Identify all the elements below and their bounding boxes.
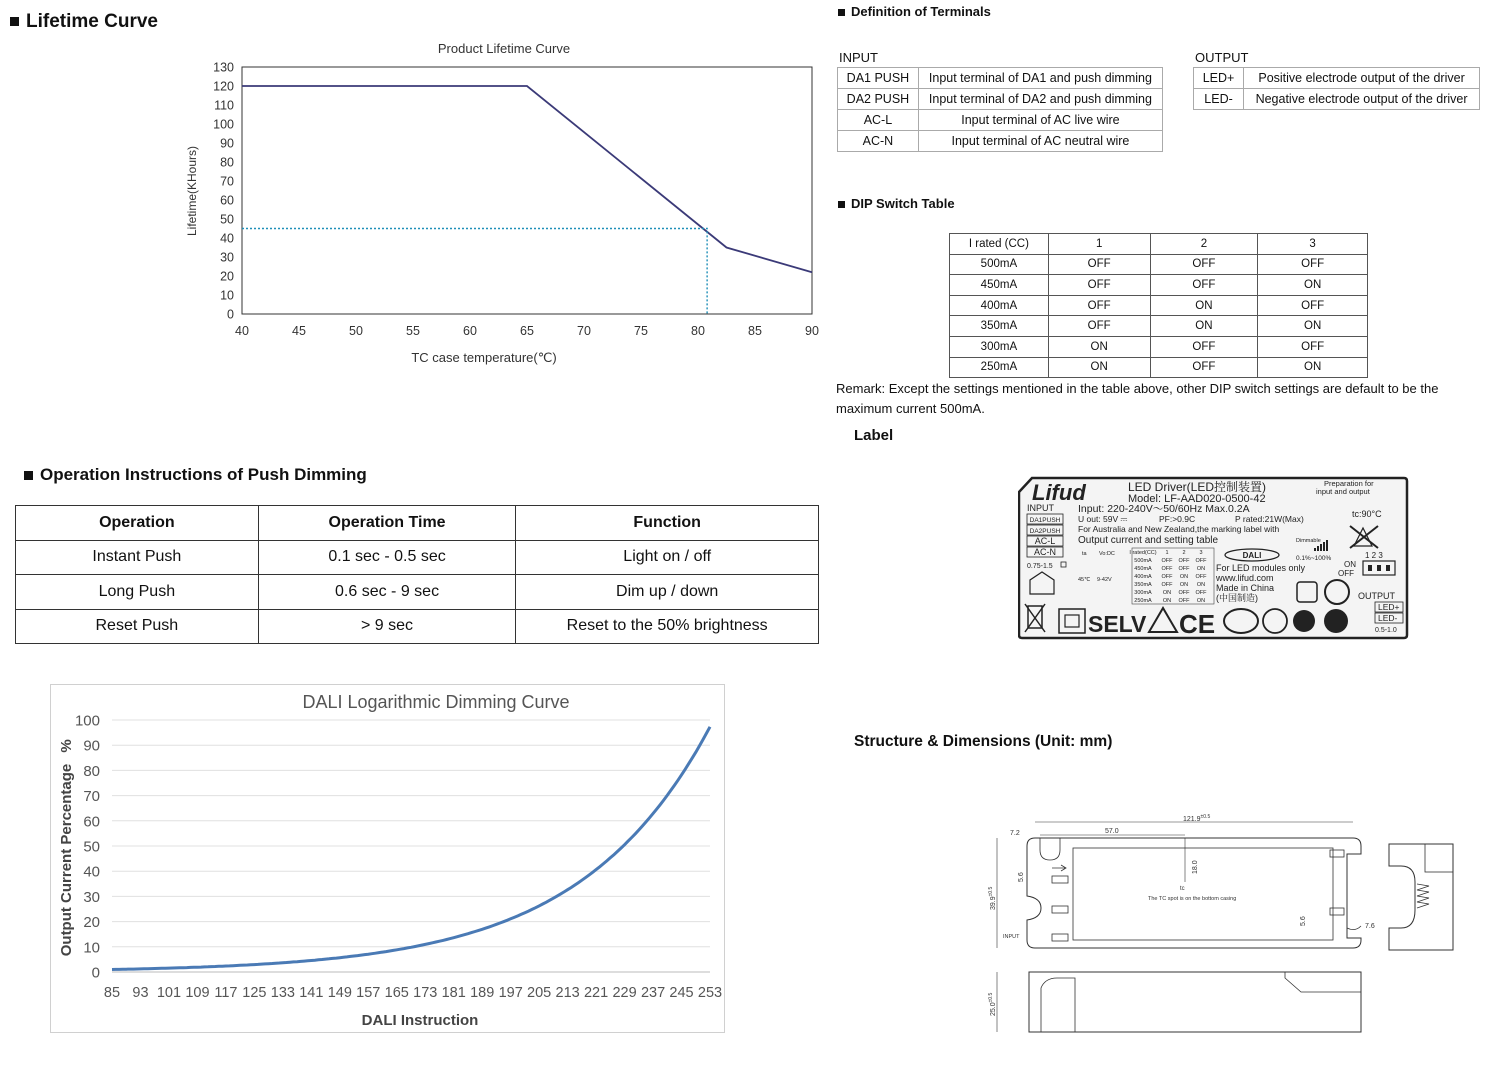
- y-tick-label: 80: [83, 762, 100, 780]
- table-cell: OFF: [1258, 295, 1368, 316]
- terminal-slot-3: [1052, 934, 1068, 941]
- y-tick-label: 40: [220, 231, 234, 246]
- table-header-row: [16, 506, 819, 541]
- x-tick-label: 55: [406, 324, 420, 338]
- table-cell: 2: [1150, 234, 1258, 255]
- front-view-output-cap: [1285, 972, 1361, 992]
- front-view-outline: [1029, 972, 1361, 1032]
- y-tick-label: 60: [220, 193, 234, 208]
- label-brand: Lifud: [1032, 480, 1086, 505]
- dim-76: 7.6: [1365, 923, 1375, 930]
- table-cell: ON: [1258, 357, 1368, 378]
- terminals-section-title: [838, 4, 991, 19]
- table-cell: 3: [1258, 234, 1368, 255]
- arrow-icon: [1052, 865, 1066, 871]
- label-input-spec: Input: 220-240V～50/60Hz Max.0.2A: [1078, 503, 1250, 515]
- label-mini-cell: OFF: [1178, 590, 1190, 596]
- label-dim-range: 0.1%~100%: [1296, 555, 1332, 562]
- label-mini-cell: OFF: [1161, 574, 1173, 580]
- y-tick-label: 60: [83, 813, 100, 831]
- table-cell: 350mA: [950, 316, 1049, 337]
- front-view-input-cap: [1041, 978, 1075, 1032]
- label-made: Made in China: [1216, 583, 1275, 593]
- label-uout: U out: 59V ⎓: [1078, 514, 1128, 524]
- dim-height: $25.0^{\pm 0.5}$: [988, 992, 997, 1016]
- table-cell: Input terminal of AC live wire: [918, 110, 1162, 131]
- label-vo-val: 9-42V: [1097, 577, 1112, 583]
- table-cell: Input terminal of AC neutral wire: [918, 131, 1162, 152]
- table-cell: AC-N: [838, 131, 919, 152]
- x-tick-label: 90: [805, 324, 819, 338]
- table-cell: 300mA: [950, 336, 1049, 357]
- x-tick-label: 75: [634, 324, 648, 338]
- x-tick-label: 40: [235, 324, 249, 338]
- x-tick-label: 101: [156, 985, 182, 1001]
- dali-chart: [50, 684, 726, 1034]
- label-mini-cell: ON: [1162, 590, 1172, 596]
- label-table-title: Output current and setting table: [1078, 535, 1219, 546]
- table-row: [838, 68, 1163, 89]
- x-tick-label: 221: [583, 985, 609, 1001]
- remark-line-1: Remark: Except the settings mentioned in the table above, other DIP switch settings are default to be the: [836, 381, 1439, 396]
- table-row: [16, 575, 819, 610]
- input-header: INPUT: [839, 50, 878, 65]
- table-row: [838, 131, 1163, 152]
- y-tick-label: 100: [213, 117, 234, 132]
- label-ta: ta: [1082, 551, 1087, 557]
- x-tick-label: 133: [270, 985, 295, 1001]
- x-tick-label: 181: [441, 985, 466, 1001]
- lifetime-section-title: [10, 11, 158, 33]
- table-row: [1194, 89, 1480, 110]
- label-mini-cell: ON: [1162, 598, 1172, 604]
- label-mini-cell: ON: [1179, 574, 1189, 580]
- table-cell: > 9 sec: [258, 609, 516, 644]
- y-tick-label: 30: [220, 250, 234, 265]
- y-tick-label: 50: [220, 212, 234, 227]
- table-cell: Operation: [16, 506, 259, 541]
- dim-length: $121.9^{\pm 0.5}$: [1183, 814, 1211, 823]
- output-header: OUTPUT: [1195, 50, 1249, 65]
- label-mini-cell: ON: [1196, 598, 1206, 604]
- label-ce: CE: [1179, 609, 1216, 639]
- label-mini-cell: OFF: [1178, 566, 1190, 572]
- table-cell: OFF: [1150, 254, 1258, 275]
- label-wire: 0.75-1.5: [1027, 563, 1053, 570]
- y-tick-label: 20: [83, 914, 100, 932]
- table-cell: ON: [1150, 316, 1258, 337]
- label-ta-val: 45℃: [1078, 577, 1091, 583]
- table-cell: AC-L: [838, 110, 919, 131]
- push-section-title: [24, 465, 367, 485]
- table-row: [950, 254, 1368, 275]
- y-axis-unit: %: [58, 739, 75, 753]
- table-row: [950, 275, 1368, 296]
- y-axis-label: Lifetime(KHours): [185, 145, 199, 237]
- label-mini-cell: 300mA: [1134, 590, 1152, 596]
- label-url: www.lifud.com: [1216, 573, 1274, 583]
- label-terminal: DA1PUSH: [1029, 517, 1061, 524]
- label-mini-cell: OFF: [1161, 558, 1173, 564]
- label-mini-cell: OFF: [1178, 598, 1190, 604]
- dim-72: 7.2: [1010, 830, 1020, 837]
- label-mini-cell: OFF: [1195, 558, 1207, 564]
- table-cell: LED-: [1194, 89, 1244, 110]
- y-axis-label: Output Current Percentage: [58, 763, 75, 957]
- label-led-minus: LED-: [1378, 613, 1398, 623]
- dim-570: 57.0: [1105, 828, 1119, 835]
- y-tick-label: 30: [83, 888, 100, 906]
- table-cell: ON: [1048, 357, 1150, 378]
- table-cell: Reset to the 50% brightness: [516, 609, 819, 644]
- enec-icon: [1293, 610, 1315, 632]
- x-tick-label: 141: [299, 985, 324, 1001]
- x-tick-label: 65: [520, 324, 534, 338]
- table-cell: I rated (CC): [950, 234, 1049, 255]
- label-terminal: DA2PUSH: [1029, 528, 1061, 535]
- x-tick-label: 253: [697, 985, 723, 1001]
- x-axis-label: DALI Instruction: [361, 1012, 479, 1029]
- table-cell: OFF: [1150, 336, 1258, 357]
- label-mini-header: 1: [1165, 550, 1169, 556]
- output-notch: [1347, 926, 1361, 930]
- label-model: Model: LF-AAD020-0500-42: [1128, 493, 1266, 505]
- y-tick-label: 90: [83, 737, 100, 755]
- table-cell: Dim up / down: [516, 575, 819, 610]
- label-on: ON: [1344, 560, 1356, 569]
- table-cell: 1: [1048, 234, 1150, 255]
- table-cell: DA1 PUSH: [838, 68, 919, 89]
- chart-title: DALI Logarithmic Dimming Curve: [302, 692, 570, 712]
- table-cell: LED+: [1194, 68, 1244, 89]
- table-cell: OFF: [1150, 275, 1258, 296]
- table-cell: Input terminal of DA2 and push dimming: [918, 89, 1162, 110]
- x-tick-label: 213: [555, 985, 580, 1001]
- x-tick-label: 60: [463, 324, 477, 338]
- label-selv: SELV: [1088, 611, 1147, 637]
- table-cell: ON: [1258, 275, 1368, 296]
- dim-56b: 5.6: [1300, 916, 1307, 926]
- label-mini-cell: ON: [1179, 582, 1189, 588]
- dip-switch-knob-3: [1386, 565, 1390, 571]
- label-au-note: For Australia and New Zealand,the marking label with: [1078, 524, 1280, 534]
- bullet-square-icon: [24, 471, 33, 480]
- dim-180: 18.0: [1192, 860, 1199, 874]
- dip-title-text: DIP Switch Table: [851, 196, 955, 211]
- table-cell: Operation Time: [258, 506, 516, 541]
- dip-section-title: [838, 196, 955, 211]
- table-row: [16, 609, 819, 644]
- lifetime-chart: [180, 35, 830, 375]
- x-tick-label: 229: [612, 985, 637, 1001]
- table-cell: 0.1 sec - 0.5 sec: [258, 540, 516, 575]
- label-tc: tc:90°C: [1352, 509, 1382, 519]
- table-cell: Positive electrode output of the driver: [1244, 68, 1480, 89]
- table-row: [1194, 68, 1480, 89]
- table-cell: ON: [1150, 295, 1258, 316]
- chart-frame: [51, 685, 725, 1033]
- dim-width: $39.9^{\pm 0.5}$: [988, 886, 997, 910]
- label-input-label: INPUT: [1027, 503, 1054, 513]
- x-tick-label: 205: [527, 985, 552, 1001]
- label-mini-cell: 350mA: [1134, 582, 1152, 588]
- series-line-lifetime: [242, 86, 812, 272]
- label-mini-cell: OFF: [1195, 574, 1207, 580]
- table-cell: Negative electrode output of the driver: [1244, 89, 1480, 110]
- table-cell: OFF: [1258, 336, 1368, 357]
- label-terminal: AC-L: [1034, 536, 1056, 546]
- label-pf: PF:>0.9C: [1159, 514, 1196, 524]
- label-mini-header: 2: [1182, 550, 1186, 556]
- y-tick-label: 50: [83, 838, 100, 856]
- table-cell: ON: [1258, 316, 1368, 337]
- table-header-row: [950, 234, 1368, 255]
- table-cell: OFF: [1048, 254, 1150, 275]
- table-cell: OFF: [1048, 316, 1150, 337]
- table-cell: 450mA: [950, 275, 1049, 296]
- table-row: [838, 110, 1163, 131]
- table-cell: OFF: [1048, 275, 1150, 296]
- x-tick-label: 245: [669, 985, 694, 1001]
- dim-note: The TC spot is on the bottom casing: [1148, 896, 1237, 902]
- label-vodc: Vo:DC: [1099, 551, 1115, 557]
- label-mini-cell: 500mA: [1134, 558, 1152, 564]
- push-dimming-table: [15, 505, 819, 644]
- label-mini-cell: OFF: [1161, 582, 1173, 588]
- x-tick-label: 197: [498, 985, 523, 1001]
- top-view-outline: [1027, 838, 1361, 948]
- x-tick-label: 85: [103, 985, 121, 1001]
- label-mini-header: I rated(CC): [1129, 550, 1157, 556]
- side-view-spring-icon: [1417, 884, 1429, 908]
- lifetime-title-text: Lifetime Curve: [26, 11, 158, 32]
- label-mini-header: 3: [1199, 550, 1203, 556]
- table-cell: Function: [516, 506, 819, 541]
- dimension-drawing: [985, 810, 1465, 1045]
- y-tick-label: 40: [83, 863, 100, 881]
- x-tick-label: 70: [577, 324, 591, 338]
- label-section-title: Label: [854, 427, 894, 444]
- table-row: [950, 357, 1368, 378]
- bullet-square-icon: [838, 9, 845, 16]
- x-tick-label: 50: [349, 324, 363, 338]
- dim-input: INPUT: [1003, 934, 1020, 940]
- label-mini-cell: ON: [1196, 566, 1206, 572]
- bullet-square-icon: [10, 17, 19, 26]
- table-cell: Reset Push: [16, 609, 259, 644]
- label-dimmable: Dimmable: [1296, 538, 1321, 544]
- terminal-slot-5: [1330, 908, 1344, 915]
- label-prated: P rated:21W(Max): [1235, 514, 1304, 524]
- x-tick-label: 157: [356, 985, 381, 1001]
- label-dip-nums: 1 2 3: [1365, 551, 1383, 560]
- y-tick-label: 100: [74, 712, 100, 730]
- y-tick-label: 110: [214, 98, 234, 113]
- label-terminal: AC-N: [1034, 547, 1056, 557]
- y-tick-label: 10: [83, 939, 100, 957]
- table-cell: 500mA: [950, 254, 1049, 275]
- table-cell: OFF: [1258, 254, 1368, 275]
- plot-area: [242, 67, 812, 314]
- annotation-guide-line: [242, 229, 707, 315]
- table-row: [950, 295, 1368, 316]
- dim-56a: 5.6: [1018, 872, 1025, 882]
- y-tick-label: 10: [220, 288, 234, 303]
- label-made-cn: (中国制造): [1216, 593, 1258, 603]
- table-cell: OFF: [1150, 357, 1258, 378]
- x-tick-label: 165: [384, 985, 409, 1001]
- tuv-icon: [1324, 609, 1348, 633]
- input-terminal-table: [837, 67, 1163, 152]
- terminal-slot-2: [1052, 906, 1068, 913]
- dip-switch-table: [949, 233, 1368, 378]
- terminal-slot-1: [1052, 876, 1068, 883]
- table-cell: 400mA: [950, 295, 1049, 316]
- side-view-cap: [1425, 844, 1453, 872]
- label-dali: DALI: [1242, 551, 1262, 560]
- dip-switch-knob-2: [1377, 565, 1381, 571]
- table-row: [838, 89, 1163, 110]
- y-tick-label: 80: [220, 155, 234, 170]
- dim-tc: tc: [1180, 886, 1185, 892]
- table-cell: ON: [1048, 336, 1150, 357]
- label-off: OFF: [1338, 569, 1354, 578]
- table-row: [16, 540, 819, 575]
- push-title-text: Operation Instructions of Push Dimming: [40, 465, 367, 484]
- top-view-inner: [1073, 848, 1333, 940]
- label-mini-cell: OFF: [1161, 566, 1173, 572]
- output-terminal-table: [1193, 67, 1480, 110]
- x-tick-label: 85: [748, 324, 762, 338]
- label-mini-cell: ON: [1196, 582, 1206, 588]
- x-tick-label: 45: [292, 324, 306, 338]
- label-mini-cell: 400mA: [1134, 574, 1152, 580]
- table-cell: Light on / off: [516, 540, 819, 575]
- table-row: [950, 316, 1368, 337]
- label-led-plus: LED+: [1378, 602, 1400, 612]
- label-output-label: OUTPUT: [1358, 591, 1395, 601]
- table-cell: DA2 PUSH: [838, 89, 919, 110]
- y-tick-label: 90: [220, 136, 234, 151]
- label-prep: Preparation for: [1324, 479, 1374, 488]
- table-cell: Long Push: [16, 575, 259, 610]
- y-tick-label: 130: [213, 60, 234, 75]
- y-tick-label: 70: [83, 788, 100, 806]
- y-tick-label: 120: [213, 79, 234, 94]
- table-cell: 250mA: [950, 357, 1049, 378]
- product-label: [1018, 476, 1410, 640]
- bullet-square-icon: [838, 201, 845, 208]
- dip-remark: [836, 379, 1496, 419]
- dip-switch-knob-1: [1368, 565, 1372, 571]
- x-tick-label: 173: [413, 985, 438, 1001]
- terminal-slot-4: [1330, 850, 1344, 857]
- label-mini-cell: 250mA: [1134, 598, 1152, 604]
- table-cell: Input terminal of DA1 and push dimming: [918, 68, 1162, 89]
- label-mini-cell: OFF: [1178, 558, 1190, 564]
- label-mini-cell: OFF: [1195, 590, 1207, 596]
- table-row: [950, 336, 1368, 357]
- chart-title: Product Lifetime Curve: [437, 41, 571, 56]
- table-cell: 0.6 sec - 9 sec: [258, 575, 516, 610]
- x-tick-label: 149: [327, 985, 352, 1001]
- x-tick-label: 117: [214, 985, 238, 1001]
- x-tick-label: 237: [640, 985, 666, 1001]
- x-tick-label: 189: [470, 985, 495, 1001]
- structure-section-title: Structure & Dimensions (Unit: mm): [854, 733, 1113, 750]
- label-product: LED Driver(LED控制装置): [1128, 480, 1267, 494]
- label-prep2: input and output: [1316, 487, 1370, 496]
- y-tick-label: 0: [227, 307, 234, 322]
- table-cell: Instant Push: [16, 540, 259, 575]
- x-tick-label: 125: [242, 985, 267, 1001]
- label-wire2: 0.5-1.0: [1375, 627, 1397, 634]
- remark-line-2: maximum current 500mA.: [836, 401, 985, 416]
- x-axis-label: TC case temperature(℃): [411, 350, 557, 365]
- y-tick-label: 20: [220, 269, 234, 284]
- y-tick-label: 0: [91, 964, 100, 982]
- x-tick-label: 109: [185, 985, 210, 1001]
- y-tick-label: 70: [220, 174, 234, 189]
- terminals-title-text: Definition of Terminals: [851, 4, 991, 19]
- input-notch: [1040, 838, 1060, 860]
- label-mini-cell: 450mA: [1134, 566, 1152, 572]
- x-tick-label: 80: [691, 324, 705, 338]
- table-cell: OFF: [1048, 295, 1150, 316]
- x-tick-label: 93: [132, 985, 149, 1001]
- label-leds-only: For LED modules only: [1216, 563, 1306, 573]
